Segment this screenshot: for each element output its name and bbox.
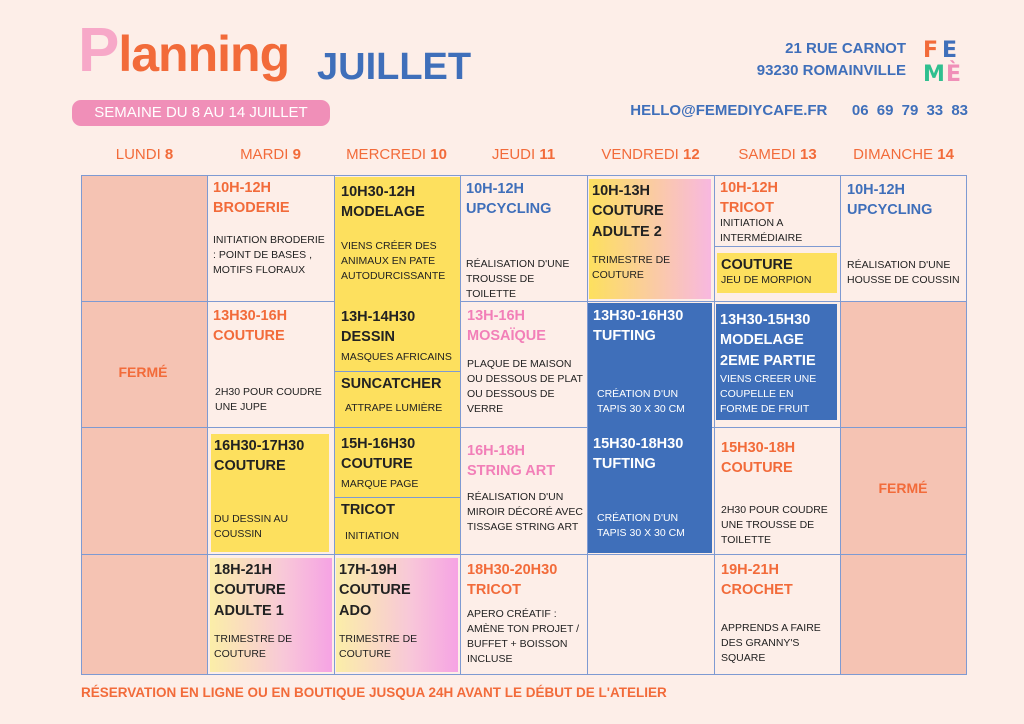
event-friday-tufting-2[interactable]: 15H30-18H30 TUFTING CRÉATION D'UN TAPIS 30 X 30 CM [593, 436, 685, 539]
event-saturday-couture[interactable]: 15H30-18H COUTURE 2H30 POUR COUDRE UNE TROUSSE DE TOILETTE [721, 440, 828, 546]
event-thursday-tricot[interactable]: 18H30-20H30 TRICOT APERO CRÉATIF : AMÈNE TON PROJET / BUFFET + BOISSON INCLUSE [467, 562, 580, 665]
day-header-wednesday: MERCREDI 10 [346, 146, 447, 163]
event-wednesday-dessin[interactable]: 13H-14H30 DESSIN MASQUES AFRICAINS [341, 309, 452, 363]
phone-number: 06 69 79 33 83 [851, 102, 968, 119]
email-link[interactable]: HELLO@FEMEDIYCAFE.FR [630, 102, 828, 119]
address-line-2: 93230 ROMAINVILLE [756, 62, 906, 79]
schedule-grid [81, 175, 967, 675]
event-saturday-tricot[interactable]: 10H-12H TRICOT INITIATION A INTERMÉDIAIRE [720, 180, 803, 244]
svg-text:E: E [942, 38, 958, 63]
event-wednesday-couture[interactable]: 15H-16H30 COUTURE MARQUE PAGE [341, 436, 419, 490]
svg-text:M: M [923, 62, 945, 84]
day-header-friday: VENDREDI 12 [601, 146, 700, 163]
svg-text:È: È [946, 62, 962, 84]
day-header-sunday: DIMANCHE 14 [853, 146, 954, 163]
event-tuesday-couture-1[interactable]: 13H30-16H COUTURE 2H30 POUR COUDRE UNE JUPE [213, 308, 322, 413]
event-sunday-upcycling[interactable]: 10H-12H UPCYCLING RÉALISATION D'UNE HOUSSE DE COUSSIN [847, 182, 960, 286]
day-header-saturday: SAMEDI 13 [738, 146, 817, 163]
title-month: JUILLET [317, 46, 472, 88]
monday-closed [82, 176, 207, 674]
brand-logo [922, 36, 968, 84]
event-saturday-modelage[interactable]: 13H30-15H30 MODELAGE 2EME PARTIE VIENS CREER UNE COUPELLE EN FORME DE FRUIT [716, 304, 837, 420]
title-initial: P [78, 16, 119, 85]
week-badge: SEMAINE DU 8 AU 14 JUILLET [72, 100, 330, 126]
event-wednesday-modelage[interactable]: 10H30-12H MODELAGE VIENS CRÉER DES ANIMAUX EN PATE AUTODURCISSANTE [341, 184, 446, 282]
event-saturday-couture-morpion[interactable]: COUTURE JEU DE MORPION [717, 253, 837, 293]
svg-text:F: F [923, 38, 939, 63]
address-line-1: 21 RUE CARNOT [785, 40, 906, 57]
page-title [78, 16, 290, 85]
title-word: lanning [118, 26, 290, 82]
event-tuesday-couture-2[interactable]: 16H30-17H30 COUTURE DU DESSIN AU COUSSIN [211, 434, 329, 552]
sunday-closed-label: FERMÉ [878, 480, 928, 496]
event-wednesday-couture-ado[interactable]: 17H-19H COUTURE ADO TRIMESTRE DE COUTURE [336, 558, 458, 672]
event-thursday-mosaique[interactable]: 13H-16H MOSAÏQUE PLAQUE DE MAISON OU DESSOUS DE PLAT OU DESSOUS DE VERRE [467, 308, 583, 415]
monday-closed-label: FERMÉ [118, 364, 168, 380]
contact-line [620, 102, 968, 119]
event-thursday-string-art[interactable]: 16H-18H STRING ART RÉALISATION D'UN MIROIR DÉCORÉ AVEC TISSAGE STRING ART [467, 443, 583, 533]
event-tuesday-broderie[interactable]: 10H-12H BRODERIE INITIATION BRODERIE : POINT DE BASES , MOTIFS FLORAUX [213, 180, 325, 276]
day-header-tuesday: MARDI 9 [240, 146, 301, 163]
day-header-monday: LUNDI 8 [115, 146, 174, 163]
day-header-thursday: JEUDI 11 [491, 146, 556, 163]
event-tuesday-couture-adulte-1[interactable]: 18H-21H COUTURE ADULTE 1 TRIMESTRE DE COUTURE [210, 558, 332, 672]
event-friday-tufting-1[interactable]: 13H30-16H30 TUFTING CRÉATION D'UN TAPIS 30 X 30 CM [593, 308, 685, 415]
event-thursday-upcycling[interactable]: 10H-12H UPCYCLING RÉALISATION D'UNE TROUSSE DE TOILETTE [466, 181, 570, 299]
event-friday-couture-adulte-2[interactable]: 10H-13H COUTURE ADULTE 2 TRIMESTRE DE COUTURE [589, 179, 711, 299]
event-wednesday-tricot[interactable]: TRICOT INITIATION [341, 502, 400, 542]
reservation-note: RÉSERVATION EN LIGNE OU EN BOUTIQUE JUSQUA 24H AVANT LE DÉBUT DE L'ATELIER [81, 685, 667, 700]
event-saturday-crochet[interactable]: 19H-21H CROCHET APPRENDS A FAIRE DES GRANNY'S SQUARE [721, 562, 821, 664]
event-wednesday-suncatcher[interactable]: SUNCATCHER ATTRAPE LUMIÈRE [341, 376, 443, 414]
